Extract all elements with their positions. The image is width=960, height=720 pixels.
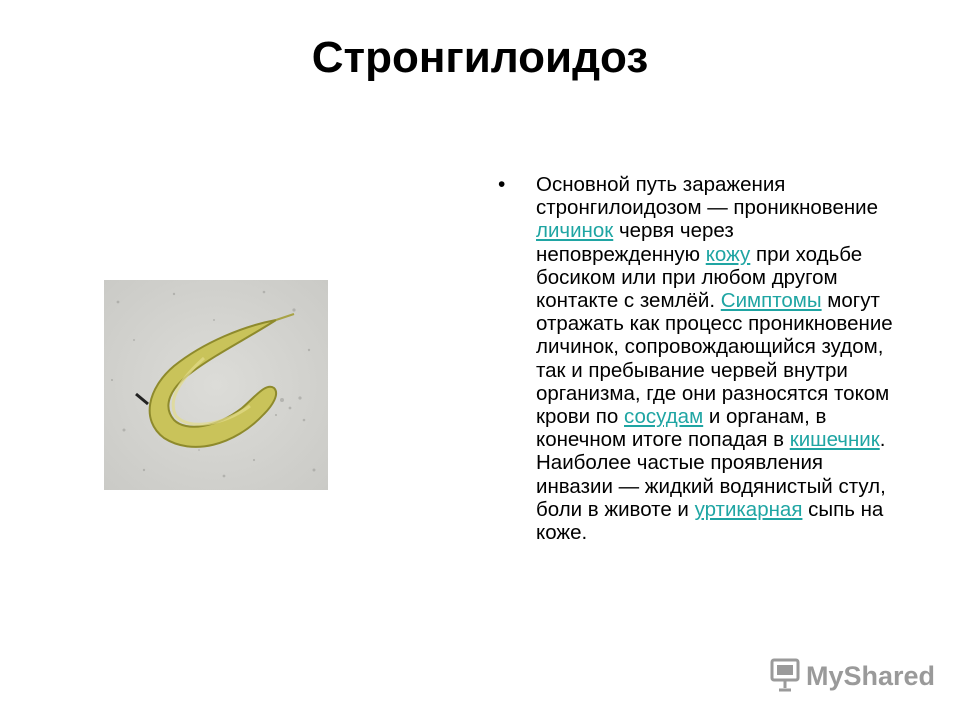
watermark [770,656,936,696]
micrograph-image [104,280,328,490]
inline-link[interactable]: Симптомы [720,289,822,313]
paragraph-text: Основной путь заражения стронгилоидозом — проникновение [536,173,879,220]
inline-link[interactable]: кишечник [789,428,880,452]
bullet-marker: • [498,173,506,196]
watermark-text: MyShared [806,661,936,691]
slide-title: Стронгилоидоз [311,33,649,82]
paragraph-text: червя через неповрежденную [536,219,734,266]
presentation-screen-icon [770,658,800,692]
bullet-paragraph [536,173,898,544]
paragraph-text: могут отражать как процесс проникновение личинок, сопровождающийся зудом, так и пребывание червей внутри организма, где они разносятся током крови по [536,289,893,429]
inline-link[interactable]: уртикарная [694,497,803,521]
inline-link[interactable]: кожу [705,242,751,266]
paragraph-text: сыпь на коже. [536,497,884,545]
inline-link[interactable]: личинок [536,219,614,243]
paragraph-text: при ходьбе босиком или при любом другом контакте с землёй. [536,242,863,313]
paragraph-text: . Наиболее частые проявления инвазии — жидкий водянистый стул, боли в животе и [536,428,886,521]
strongyloides-larva-illustration [104,280,328,490]
paragraph-text: и органам, в конечном итоге попадая в [536,405,827,452]
inline-link[interactable]: сосудам [624,405,704,429]
